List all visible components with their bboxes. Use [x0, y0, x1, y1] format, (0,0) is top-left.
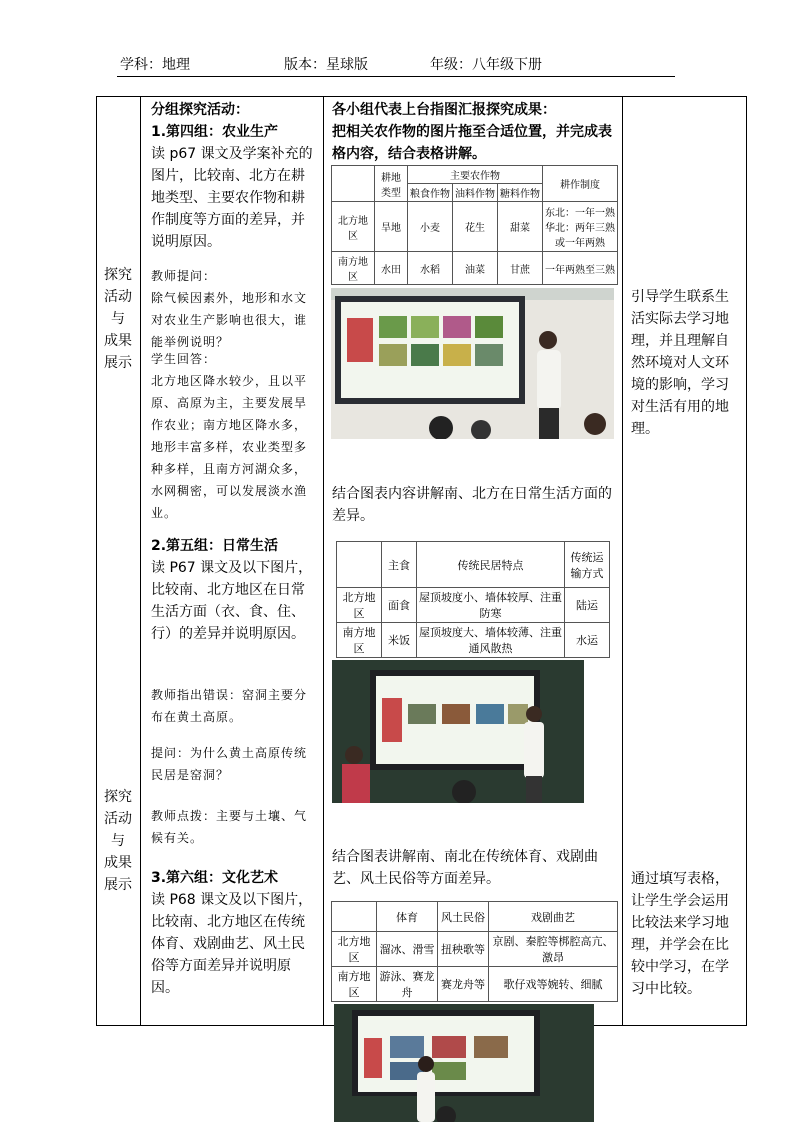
house-south: 屋顶坡度大、墙体较薄、注重通风散热 [417, 623, 565, 658]
region-north: 北方地区 [332, 202, 375, 252]
oil-south: 油菜 [453, 252, 498, 285]
header-land-type: 耕地类型 [375, 166, 408, 202]
teacher-tip: 教师点拨：主要与土壤、气候有关。 [151, 809, 308, 845]
report-heading: 各小组代表上台指图汇报探究成果： [332, 102, 556, 118]
culture-table [331, 901, 618, 1002]
teacher-question: 除气候因素外，地形和水文对农业生产影响也很大，谁能举例说明？ [151, 291, 308, 349]
design-intent-1: 引导学生联系生活实际去学习地理，并且理解自然环境对人文环境的影响，学习对生活有用的地理。 [631, 289, 729, 437]
opera-south: 歌仔戏等婉转、细腻 [489, 967, 618, 1002]
section-label-2: 探究 活动 与 成果 展示 [104, 789, 132, 893]
food-south: 米饭 [382, 623, 417, 658]
classroom-photo-3 [334, 1004, 594, 1122]
region-south: 南方地区 [332, 252, 375, 285]
custom-south: 赛龙舟等 [438, 967, 489, 1002]
grain-north: 小麦 [408, 202, 453, 252]
food-north: 面食 [382, 588, 417, 623]
oil-north: 花生 [453, 202, 498, 252]
header-sugar: 糖料作物 [498, 184, 543, 202]
house-north: 屋顶坡度小、墙体较厚、注重防寒 [417, 588, 565, 623]
land-north: 旱地 [375, 202, 408, 252]
header-custom: 风土民俗 [438, 902, 489, 932]
group5-body: 读 P67 课文及以下图片，比较南、北方地区在日常生活方面（衣、食、住、行）的差异并说明原因。 [151, 560, 313, 642]
region-north: 北方地区 [332, 932, 377, 967]
agriculture-table [331, 165, 618, 285]
sugar-north: 甜菜 [498, 202, 543, 252]
system-north: 东北：一年一熟 华北：两年三熟 或一年两熟 [543, 202, 618, 252]
document-header [117, 54, 675, 77]
teacher-correction: 教师指出错误：窑洞主要分布在黄土高原。 [151, 688, 308, 724]
opera-north: 京剧、秦腔等梆腔高亢、激昂 [489, 932, 618, 967]
region-south: 南方地区 [332, 967, 377, 1002]
header-oil: 油料作物 [453, 184, 498, 202]
region-south: 南方地区 [337, 623, 382, 658]
group5-title: 2.第五组：日常生活 [151, 538, 279, 554]
activity-heading: 分组探究活动： [151, 102, 249, 118]
column-divider [622, 96, 623, 1026]
column-divider [140, 96, 141, 1026]
grade-label: 年级：八年级下册 [430, 57, 542, 73]
classroom-photo-2 [332, 660, 584, 803]
group6-body: 读 P68 课文及以下图片，比较南、北方地区在传统体育、戏剧曲艺、风土民俗等方面差异并说明原因。 [151, 892, 313, 996]
land-south: 水田 [375, 252, 408, 285]
teacher-question-label: 教师提问： [151, 269, 217, 283]
student-answer: 北方地区降水较少，且以平原、高原为主，主要发展旱作农业；南方地区降水多，地形丰富多样，农业类型多种多样，且南方河湖众多，水网稠密，可以发展淡水渔业。 [151, 374, 308, 520]
grain-south: 水稻 [408, 252, 453, 285]
group4-body: 读 p67 课文及学案补充的图片，比较南、北方在耕地类型、主要农作物和耕作制度等方面的差异，并说明原因。 [151, 146, 313, 250]
header-opera: 戏剧曲艺 [489, 902, 618, 932]
subject-label: 学科：地理 [120, 57, 190, 73]
classroom-photo-1 [331, 288, 614, 439]
question-loess: 提问：为什么黄土高原传统民居是窑洞？ [151, 746, 308, 782]
custom-north: 扭秧歌等 [438, 932, 489, 967]
header-farming-system: 耕作制度 [543, 166, 618, 202]
header-transport: 传统运输方式 [565, 542, 610, 588]
header-sport: 体育 [377, 902, 438, 932]
group4-title: 1.第四组：农业生产 [151, 124, 279, 140]
daily-life-table [336, 541, 610, 658]
drag-instruction: 把相关农作物的图片拖至合适位置，并完成表格内容，结合表格讲解。 [332, 124, 612, 162]
transport-north: 陆运 [565, 588, 610, 623]
section-label-1: 探究 活动 与 成果 展示 [104, 267, 132, 371]
group6-title: 3.第六组：文化艺术 [151, 870, 279, 886]
edition-label: 版本：星球版 [284, 57, 368, 73]
daily-life-caption: 结合图表内容讲解南、北方在日常生活方面的差异。 [332, 486, 612, 524]
sport-south: 游泳、赛龙舟 [377, 967, 438, 1002]
design-intent-2: 通过填写表格，让学生学会运用比较法来学习地理，并学会在比较中学习，在学习中比较。 [631, 871, 729, 997]
sport-north: 溜冰、滑雪 [377, 932, 438, 967]
system-south: 一年两熟至三熟 [543, 252, 618, 285]
region-north: 北方地区 [337, 588, 382, 623]
sugar-south: 甘蔗 [498, 252, 543, 285]
column-divider [323, 96, 324, 1026]
student-answer-label: 学生回答： [151, 352, 217, 366]
header-staple-food: 主食 [382, 542, 417, 588]
culture-caption: 结合图表讲解南、南北在传统体育、戏剧曲艺、风土民俗等方面差异。 [332, 849, 598, 887]
header-main-crops: 主要农作物 [408, 166, 543, 184]
transport-south: 水运 [565, 623, 610, 658]
header-house: 传统民居特点 [417, 542, 565, 588]
header-grain: 粮食作物 [408, 184, 453, 202]
